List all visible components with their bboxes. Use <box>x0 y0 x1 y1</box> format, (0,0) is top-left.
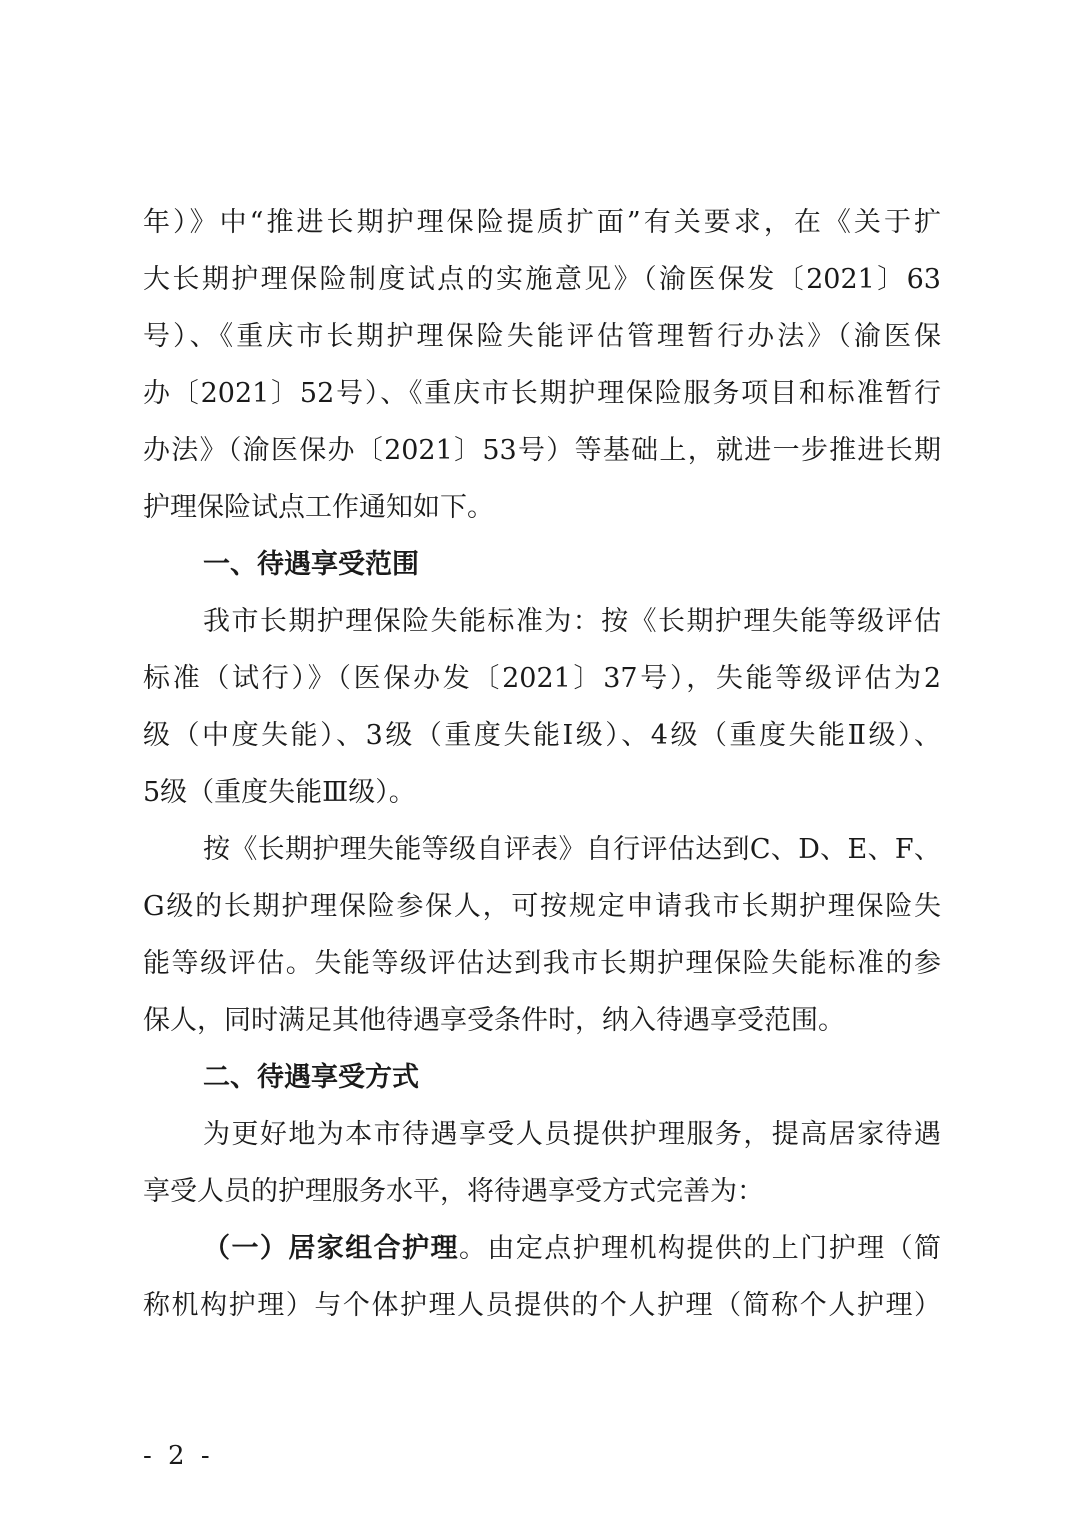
section-1-para-1-line-1: 我市长期护理保险失能标准为：按《长期护理失能等级评估 <box>203 606 941 637</box>
section-2-para-1-line-1: 为更好地为本市待遇享受人员提供护理服务，提高居家待遇 <box>203 1119 941 1150</box>
section-1-para-2-line-2: G级的长期护理保险参保人，可按规定申请我市长期护理保险失 <box>143 891 941 922</box>
intro-line-6: 护理保险试点工作通知如下。 <box>143 492 494 523</box>
section-1-para-2-line-4: 保人，同时满足其他待遇享受条件时，纳入待遇享受范围。 <box>143 1005 845 1036</box>
intro-line-2: 大长期护理保险制度试点的实施意见》（渝医保发〔2021〕63 <box>143 264 941 295</box>
intro-line-1: 年）》中“推进长期护理保险提质扩面”有关要求，在《关于扩 <box>143 207 941 238</box>
section-1-para-1-line-3: 级（中度失能）、3级（重度失能Ⅰ级）、4级（重度失能Ⅱ级）、 <box>143 720 941 751</box>
section-2-heading: 二、待遇享受方式 <box>203 1062 419 1093</box>
section-1-heading: 一、待遇享受范围 <box>203 549 419 580</box>
intro-line-3: 号）、《重庆市长期护理保险失能评估管理暂行办法》（渝医保 <box>143 321 941 352</box>
page-number: - 2 - <box>143 1441 214 1471</box>
section-1-para-2-line-1: 按《长期护理失能等级自评表》自行评估达到C、D、E、F、 <box>203 834 941 865</box>
intro-line-5: 办法》（渝医保办〔2021〕53号）等基础上，就进一步推进长期 <box>143 435 941 466</box>
item-1-bold-title: （一）居家组合护理 <box>203 1233 459 1264</box>
section-2-item-1-line-2: 称机构护理）与个体护理人员提供的个人护理（简称个人护理） <box>143 1290 941 1321</box>
section-1-para-2-line-3: 能等级评估。失能等级评估达到我市长期护理保险失能标准的参 <box>143 948 941 979</box>
intro-line-4: 办〔2021〕52号）、《重庆市长期护理保险服务项目和标准暂行 <box>143 378 941 409</box>
section-1-para-1-line-4: 5级（重度失能Ⅲ级）。 <box>143 777 416 808</box>
item-1-text: 。由定点护理机构提供的上门护理（简 <box>458 1233 941 1264</box>
section-2-item-1-line-1 <box>203 1229 941 1269</box>
section-1-para-1-line-2: 标准（试行）》（医保办发〔2021〕37号），失能等级评估为2 <box>143 663 941 694</box>
section-2-para-1-line-2: 享受人员的护理服务水平，将待遇享受方式完善为： <box>143 1176 764 1207</box>
